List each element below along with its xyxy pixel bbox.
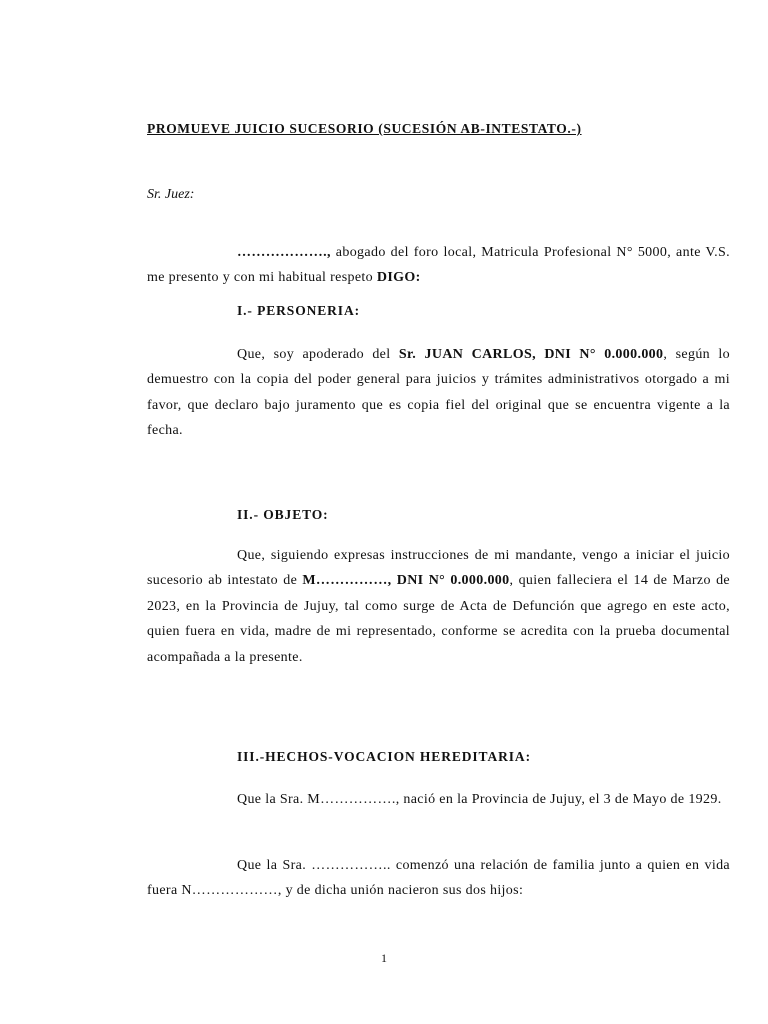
personeria-paragraph [147,342,730,444]
objeto-text-a: Que, siguiendo expresas instrucciones de mi mandante, vengo a iniciar el juicio sucesorio ab intestato de [147,548,730,589]
lawyer-name-blank: ………………., [237,245,331,260]
page-number: 1 [381,951,387,965]
objeto-paragraph [147,543,730,670]
hechos-text-2: Que la Sra. …………….. comenzó una relación de familia junto a quien en vida fuera N………………, y de dicha unión nacieron sus dos hijos: [147,858,730,899]
client-identity: Sr. JUAN CARLOS, DNI N° 0.000.000 [398,347,664,362]
digo-label: DIGO: [376,270,421,286]
hechos-paragraph-2 [147,853,730,904]
intro-paragraph [147,240,730,291]
section-heading-objeto: II.- OBJETO: [237,507,329,522]
salutation: Sr. Juez: [147,187,195,202]
intro-text: abogado del foro local, Matricula Profesional N° 5000, ante V.S. me presento y con mi habitual respeto [147,245,730,286]
objeto-text-b: , quien falleciera el 14 de Marzo de 2023, en la Provincia de Jujuy, tal como surge de Acta de Defunción que agrego en este acto, quien fuera en vida, madre de mi representado, conforme se acredita con la prueba documental acompañada a la presente. [147,573,730,665]
personeria-text-b: , según lo demuestro con la copia del poder general para juicios y trámites administrativos otorgado a mi favor, que declaro bajo juramento que es copia fiel del original que se encuentra vigente a la fecha. [147,347,730,439]
deceased-identity: M……………, DNI N° 0.000.000 [302,573,510,589]
personeria-text-a: Que, soy apoderado del [237,347,399,362]
document-title: PROMUEVE JUICIO SUCESORIO (SUCESIÓN AB-INTESTATO.-) [147,121,582,136]
hechos-paragraph-1 [147,787,730,812]
hechos-text-1: Que la Sra. M……………., nació en la Provincia de Jujuy, el 3 de Mayo de 1929. [237,792,722,807]
section-heading-hechos: III.-HECHOS-VOCACION HEREDITARIA: [237,749,531,764]
section-heading-personeria: I.- PERSONERIA: [237,303,361,318]
